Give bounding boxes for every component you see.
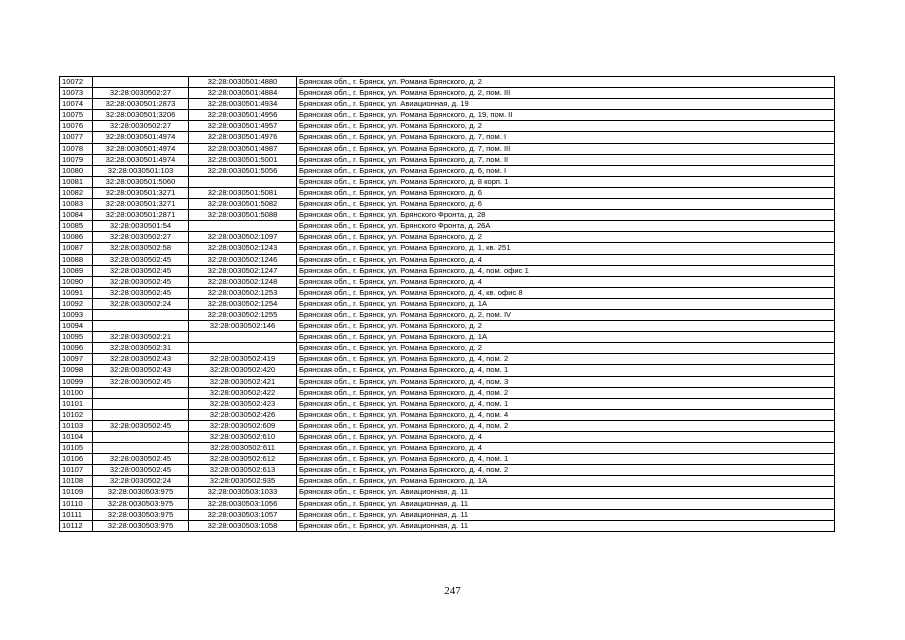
address-cell: Брянская обл., г. Брянск, ул. Авиационная, д. 11	[297, 487, 835, 498]
cadastral-number-cell: 32:28:0030501:4976	[189, 132, 297, 143]
address-cell: Брянская обл., г. Брянск, ул. Романа Брянского, д. 1, кв. 251	[297, 243, 835, 254]
table-row	[60, 354, 835, 365]
table-row	[60, 276, 835, 287]
parent-cadastral-number-cell: 32:28:0030503:975	[93, 520, 189, 531]
cadastral-number-cell: 32:28:0030502:1248	[189, 276, 297, 287]
registry-table-body	[60, 77, 835, 532]
table-row	[60, 443, 835, 454]
address-cell: Брянская обл., г. Брянск, ул. Романа Брянского, д. 4, пом. 2	[297, 420, 835, 431]
cadastral-number-cell: 32:28:0030501:4934	[189, 99, 297, 110]
address-cell: Брянская обл., г. Брянск, ул. Брянского Фронта, д. 26А	[297, 221, 835, 232]
address-cell: Брянская обл., г. Брянск, ул. Романа Брянского, д. 4	[297, 432, 835, 443]
address-cell: Брянская обл., г. Брянск, ул. Романа Брянского, д. 4, кв. офис 8	[297, 287, 835, 298]
cadastral-number-cell: 32:28:0030503:1058	[189, 520, 297, 531]
cadastral-number-cell: 32:28:0030502:426	[189, 409, 297, 420]
table-row	[60, 187, 835, 198]
cadastral-number-cell: 32:28:0030502:1253	[189, 287, 297, 298]
parent-cadastral-number-cell: 32:28:0030502:31	[93, 343, 189, 354]
address-cell: Брянская обл., г. Брянск, ул. Романа Брянского, д. 4, пом. 2	[297, 465, 835, 476]
row-number-cell: 10075	[60, 110, 93, 121]
parent-cadastral-number-cell	[93, 77, 189, 88]
row-number-cell: 10086	[60, 232, 93, 243]
parent-cadastral-number-cell: 32:28:0030502:27	[93, 232, 189, 243]
row-number-cell: 10084	[60, 210, 93, 221]
address-cell: Брянская обл., г. Брянск, ул. Романа Брянского, д. 2, пом. III	[297, 88, 835, 99]
table-row	[60, 343, 835, 354]
cadastral-number-cell: 32:28:0030502:613	[189, 465, 297, 476]
address-cell: Брянская обл., г. Брянск, ул. Романа Брянского, д. 19, пом. II	[297, 110, 835, 121]
parent-cadastral-number-cell: 32:28:0030502:27	[93, 121, 189, 132]
table-row	[60, 409, 835, 420]
row-number-cell: 10092	[60, 298, 93, 309]
cadastral-number-cell: 32:28:0030502:611	[189, 443, 297, 454]
table-row	[60, 520, 835, 531]
parent-cadastral-number-cell	[93, 398, 189, 409]
row-number-cell: 10099	[60, 376, 93, 387]
cadastral-number-cell: 32:28:0030503:1057	[189, 509, 297, 520]
address-cell: Брянская обл., г. Брянск, ул. Авиационная, д. 11	[297, 498, 835, 509]
table-row	[60, 176, 835, 187]
address-cell: Брянская обл., г. Брянск, ул. Романа Брянского, д. 1А	[297, 476, 835, 487]
table-row	[60, 321, 835, 332]
address-cell: Брянская обл., г. Брянск, ул. Романа Брянского, д. 4	[297, 276, 835, 287]
parent-cadastral-number-cell: 32:28:0030501:5060	[93, 176, 189, 187]
address-cell: Брянская обл., г. Брянск, ул. Романа Брянского, д. 7, пом. II	[297, 154, 835, 165]
cadastral-number-cell: 32:28:0030502:146	[189, 321, 297, 332]
address-cell: Брянская обл., г. Брянск, ул. Романа Брянского, д. 4, пом. 1	[297, 398, 835, 409]
table-row	[60, 143, 835, 154]
parent-cadastral-number-cell: 32:28:0030503:975	[93, 509, 189, 520]
cadastral-number-cell: 32:28:0030501:5081	[189, 187, 297, 198]
row-number-cell: 10107	[60, 465, 93, 476]
table-row	[60, 332, 835, 343]
parent-cadastral-number-cell	[93, 387, 189, 398]
row-number-cell: 10112	[60, 520, 93, 531]
cadastral-number-cell: 32:28:0030502:1255	[189, 309, 297, 320]
parent-cadastral-number-cell	[93, 443, 189, 454]
row-number-cell: 10095	[60, 332, 93, 343]
table-row	[60, 243, 835, 254]
address-cell: Брянская обл., г. Брянск, ул. Романа Брянского, д. 4, пом. 1	[297, 454, 835, 465]
cadastral-number-cell	[189, 176, 297, 187]
table-row	[60, 387, 835, 398]
address-cell: Брянская обл., г. Брянск, ул. Романа Брянского, д. 4, пом. 1	[297, 365, 835, 376]
row-number-cell: 10083	[60, 199, 93, 210]
table-row	[60, 432, 835, 443]
parent-cadastral-number-cell: 32:28:0030502:45	[93, 265, 189, 276]
table-row	[60, 199, 835, 210]
cadastral-number-cell: 32:28:0030503:1056	[189, 498, 297, 509]
cadastral-number-cell	[189, 332, 297, 343]
row-number-cell: 10091	[60, 287, 93, 298]
parent-cadastral-number-cell: 32:28:0030501:4974	[93, 154, 189, 165]
row-number-cell: 10097	[60, 354, 93, 365]
row-number-cell: 10102	[60, 409, 93, 420]
parent-cadastral-number-cell: 32:28:0030501:54	[93, 221, 189, 232]
parent-cadastral-number-cell: 32:28:0030502:24	[93, 476, 189, 487]
table-row	[60, 465, 835, 476]
table-row	[60, 309, 835, 320]
parent-cadastral-number-cell: 32:28:0030501:4974	[93, 143, 189, 154]
cadastral-number-cell: 32:28:0030502:422	[189, 387, 297, 398]
parent-cadastral-number-cell	[93, 321, 189, 332]
parent-cadastral-number-cell: 32:28:0030502:27	[93, 88, 189, 99]
cadastral-number-cell: 32:28:0030502:1246	[189, 254, 297, 265]
table-row	[60, 498, 835, 509]
address-cell: Брянская обл., г. Брянск, ул. Романа Брянского, д. 6	[297, 199, 835, 210]
parent-cadastral-number-cell: 32:28:0030502:45	[93, 287, 189, 298]
address-cell: Брянская обл., г. Брянск, ул. Романа Брянского, д. 1А	[297, 332, 835, 343]
table-row	[60, 265, 835, 276]
table-row	[60, 476, 835, 487]
address-cell: Брянская обл., г. Брянск, ул. Романа Брянского, д. 2	[297, 121, 835, 132]
cadastral-number-cell: 32:28:0030501:4987	[189, 143, 297, 154]
cadastral-number-cell: 32:28:0030501:4956	[189, 110, 297, 121]
cadastral-number-cell: 32:28:0030502:1254	[189, 298, 297, 309]
cadastral-number-cell: 32:28:0030502:1247	[189, 265, 297, 276]
row-number-cell: 10082	[60, 187, 93, 198]
row-number-cell: 10105	[60, 443, 93, 454]
table-row	[60, 509, 835, 520]
address-cell: Брянская обл., г. Брянск, ул. Романа Брянского, д. 6, пом. I	[297, 165, 835, 176]
table-row	[60, 110, 835, 121]
cadastral-number-cell: 32:28:0030501:5056	[189, 165, 297, 176]
address-cell: Брянская обл., г. Брянск, ул. Авиационная, д. 11	[297, 520, 835, 531]
row-number-cell: 10111	[60, 509, 93, 520]
address-cell: Брянская обл., г. Брянск, ул. Романа Брянского, д. 2	[297, 343, 835, 354]
row-number-cell: 10080	[60, 165, 93, 176]
address-cell: Брянская обл., г. Брянск, ул. Романа Брянского, д. 2	[297, 77, 835, 88]
address-cell: Брянская обл., г. Брянск, ул. Брянского Фронта, д. 28	[297, 210, 835, 221]
address-cell: Брянская обл., г. Брянск, ул. Романа Брянского, д. 2	[297, 321, 835, 332]
parent-cadastral-number-cell: 32:28:0030502:43	[93, 354, 189, 365]
row-number-cell: 10094	[60, 321, 93, 332]
row-number-cell: 10090	[60, 276, 93, 287]
cadastral-number-cell: 32:28:0030502:419	[189, 354, 297, 365]
cadastral-number-cell: 32:28:0030501:5001	[189, 154, 297, 165]
address-cell: Брянская обл., г. Брянск, ул. Романа Брянского, д. 4, пом. 3	[297, 376, 835, 387]
cadastral-number-cell: 32:28:0030502:610	[189, 432, 297, 443]
cadastral-number-cell: 32:28:0030502:609	[189, 420, 297, 431]
cadastral-number-cell: 32:28:0030501:4957	[189, 121, 297, 132]
parent-cadastral-number-cell: 32:28:0030502:45	[93, 465, 189, 476]
row-number-cell: 10085	[60, 221, 93, 232]
page-number: 247	[444, 585, 461, 597]
parent-cadastral-number-cell: 32:28:0030501:2873	[93, 99, 189, 110]
parent-cadastral-number-cell: 32:28:0030501:3206	[93, 110, 189, 121]
parent-cadastral-number-cell: 32:28:0030502:45	[93, 276, 189, 287]
row-number-cell: 10078	[60, 143, 93, 154]
parent-cadastral-number-cell: 32:28:0030502:21	[93, 332, 189, 343]
table-row	[60, 121, 835, 132]
row-number-cell: 10098	[60, 365, 93, 376]
address-cell: Брянская обл., г. Брянск, ул. Романа Брянского, д. 2	[297, 232, 835, 243]
table-row	[60, 232, 835, 243]
cadastral-number-cell: 32:28:0030502:935	[189, 476, 297, 487]
cadastral-number-cell: 32:28:0030501:4884	[189, 88, 297, 99]
address-cell: Брянская обл., г. Брянск, ул. Авиационная, д. 11	[297, 509, 835, 520]
row-number-cell: 10093	[60, 309, 93, 320]
parent-cadastral-number-cell	[93, 409, 189, 420]
table-row	[60, 165, 835, 176]
address-cell: Брянская обл., г. Брянск, ул. Романа Брянского, д. 4, пом. 4	[297, 409, 835, 420]
row-number-cell: 10109	[60, 487, 93, 498]
parent-cadastral-number-cell	[93, 432, 189, 443]
row-number-cell: 10077	[60, 132, 93, 143]
table-row	[60, 154, 835, 165]
row-number-cell: 10100	[60, 387, 93, 398]
address-cell: Брянская обл., г. Брянск, ул. Авиационная, д. 19	[297, 99, 835, 110]
row-number-cell: 10108	[60, 476, 93, 487]
table-row	[60, 77, 835, 88]
row-number-cell: 10079	[60, 154, 93, 165]
parent-cadastral-number-cell: 32:28:0030503:975	[93, 498, 189, 509]
cadastral-number-cell: 32:28:0030501:5082	[189, 199, 297, 210]
parent-cadastral-number-cell: 32:28:0030502:45	[93, 420, 189, 431]
row-number-cell: 10076	[60, 121, 93, 132]
address-cell: Брянская обл., г. Брянск, ул. Романа Брянского, д. 7, пом. III	[297, 143, 835, 154]
cadastral-number-cell	[189, 221, 297, 232]
cadastral-number-cell: 32:28:0030503:1033	[189, 487, 297, 498]
cadastral-number-cell: 32:28:0030502:421	[189, 376, 297, 387]
parent-cadastral-number-cell: 32:28:0030502:45	[93, 376, 189, 387]
row-number-cell: 10103	[60, 420, 93, 431]
parent-cadastral-number-cell: 32:28:0030501:103	[93, 165, 189, 176]
row-number-cell: 10110	[60, 498, 93, 509]
row-number-cell: 10073	[60, 88, 93, 99]
parent-cadastral-number-cell: 32:28:0030501:3271	[93, 187, 189, 198]
parent-cadastral-number-cell: 32:28:0030502:45	[93, 454, 189, 465]
cadastral-number-cell: 32:28:0030502:1243	[189, 243, 297, 254]
cadastral-number-cell: 32:28:0030502:612	[189, 454, 297, 465]
cadastral-number-cell: 32:28:0030502:1097	[189, 232, 297, 243]
address-cell: Брянская обл., г. Брянск, ул. Романа Брянского, д. 7, пом. I	[297, 132, 835, 143]
table-row	[60, 376, 835, 387]
cadastral-number-cell: 32:28:0030501:5088	[189, 210, 297, 221]
table-row	[60, 221, 835, 232]
table-row	[60, 254, 835, 265]
parent-cadastral-number-cell: 32:28:0030501:3271	[93, 199, 189, 210]
table-row	[60, 88, 835, 99]
parent-cadastral-number-cell: 32:28:0030502:45	[93, 254, 189, 265]
cadastral-number-cell: 32:28:0030502:420	[189, 365, 297, 376]
table-row	[60, 99, 835, 110]
address-cell: Брянская обл., г. Брянск, ул. Романа Брянского, д. 6	[297, 187, 835, 198]
table-row	[60, 365, 835, 376]
parent-cadastral-number-cell: 32:28:0030501:4974	[93, 132, 189, 143]
row-number-cell: 10096	[60, 343, 93, 354]
cadastral-number-cell: 32:28:0030502:423	[189, 398, 297, 409]
row-number-cell: 10106	[60, 454, 93, 465]
parent-cadastral-number-cell: 32:28:0030503:975	[93, 487, 189, 498]
table-row	[60, 454, 835, 465]
address-cell: Брянская обл., г. Брянск, ул. Романа Брянского, д. 4	[297, 443, 835, 454]
table-row	[60, 210, 835, 221]
address-cell: Брянская обл., г. Брянск, ул. Романа Брянского, д. 4	[297, 254, 835, 265]
address-cell: Брянская обл., г. Брянск, ул. Романа Брянского, д. 2, пом. IV	[297, 309, 835, 320]
table-row	[60, 398, 835, 409]
cadastral-number-cell	[189, 343, 297, 354]
parent-cadastral-number-cell	[93, 309, 189, 320]
table-row	[60, 132, 835, 143]
cadastral-number-cell: 32:28:0030501:4880	[189, 77, 297, 88]
row-number-cell: 10088	[60, 254, 93, 265]
property-registry-table	[59, 76, 835, 532]
table-row	[60, 298, 835, 309]
address-cell: Брянская обл., г. Брянск, ул. Романа Брянского, д. 4, пом. 2	[297, 387, 835, 398]
parent-cadastral-number-cell: 32:28:0030502:58	[93, 243, 189, 254]
table-row	[60, 420, 835, 431]
row-number-cell: 10087	[60, 243, 93, 254]
parent-cadastral-number-cell: 32:28:0030502:24	[93, 298, 189, 309]
row-number-cell: 10072	[60, 77, 93, 88]
row-number-cell: 10104	[60, 432, 93, 443]
address-cell: Брянская обл., г. Брянск, ул. Романа Брянского, д. 8 корп. 1	[297, 176, 835, 187]
address-cell: Брянская обл., г. Брянск, ул. Романа Брянского, д. 1А	[297, 298, 835, 309]
row-number-cell: 10101	[60, 398, 93, 409]
row-number-cell: 10081	[60, 176, 93, 187]
address-cell: Брянская обл., г. Брянск, ул. Романа Брянского, д. 4, пом. офис 1	[297, 265, 835, 276]
table-row	[60, 487, 835, 498]
parent-cadastral-number-cell: 32:28:0030502:43	[93, 365, 189, 376]
row-number-cell: 10089	[60, 265, 93, 276]
parent-cadastral-number-cell: 32:28:0030501:2871	[93, 210, 189, 221]
row-number-cell: 10074	[60, 99, 93, 110]
table-row	[60, 287, 835, 298]
address-cell: Брянская обл., г. Брянск, ул. Романа Брянского, д. 4, пом. 2	[297, 354, 835, 365]
